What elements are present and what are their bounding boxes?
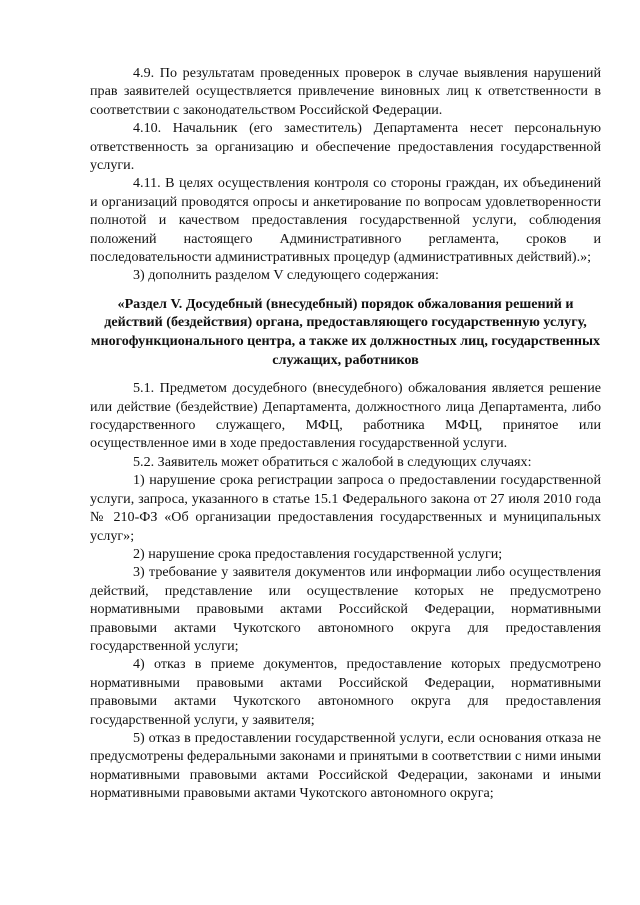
list-item-3: 3) требование у заявителя документов или информации либо осуществления действий, представление или осуществление которых не предусмотрено нормативными правовыми актами Российской Федерации, нормативными правовыми актами Чукотского автономного округа для предоставления государственной услуги;: [90, 564, 601, 654]
paragraph-5-1: 5.1. Предметом досудебного (внесудебного) обжалования является решение или действие (бездействие) Департамента, должностного лица Департамента, либо государственного служащего, МФЦ, работника МФЦ, принятое или осуществленное ими в ходе предоставления государственной услуги.: [90, 380, 601, 452]
list-item-4: 4) отказ в приеме документов, предоставление которых предусмотрено нормативными правовыми актами Российской Федерации, нормативными правовыми актами Чукотского автономного округа для предоставления государственной услуги, у заявителя;: [90, 656, 601, 728]
document-page: [90, 64, 601, 803]
list-item-2: 2) нарушение срока предоставления государственной услуги;: [133, 545, 503, 562]
paragraph-item-3-amendment: 3) дополнить разделом V следующего содержания:: [133, 267, 439, 284]
paragraph-4-9: 4.9. По результатам проведенных проверок в случае выявления нарушений прав заявителей осуществляется привлечение виновных лиц к ответственности в соответствии с законодательством Российской Федерации.: [90, 65, 601, 118]
paragraph-4-10: 4.10. Начальник (его заместитель) Департамента несет персональную ответственность за организацию и обеспечение предоставления государственной услуги.: [90, 120, 601, 174]
paragraph-5-2: 5.2. Заявитель может обратиться с жалобой в следующих случаях:: [133, 453, 532, 470]
list-item-1: 1) нарушение срока регистрации запроса о предоставлении государственной услуги, запроса, указанного в статье 15.1 Федерального закона от 27 июля 2010 года № 210-ФЗ «Об организации предоставления государственных и муниципальных услуг»;: [90, 472, 601, 544]
paragraph-4-11: 4.11. В целях осуществления контроля со стороны граждан, их объединений и организаций проводятся опросы и анкетирование по вопросам удовлетворенности полнотой и качеством предоставления государственной услуги, соблюдения положений настоящего Административного регламента, сроков и последовательности административных процедур (административных действий).»;: [90, 175, 601, 266]
section-heading: «Раздел V. Досудебный (внесудебный) порядок обжалования решений и действий (бездействия) органа, предоставляющего государственную услугу, многофункционального центра, а также их должностных лиц, государственных служащих, работников: [90, 295, 601, 368]
list-item-5: 5) отказ в предоставлении государственной услуги, если основания отказа не предусмотрены федеральными законами и принятыми в соответствии с ними иными нормативными правовыми актами Российской Федерации, законами и иными нормативными правовыми актами Чукотского автономного округа;: [90, 729, 601, 802]
